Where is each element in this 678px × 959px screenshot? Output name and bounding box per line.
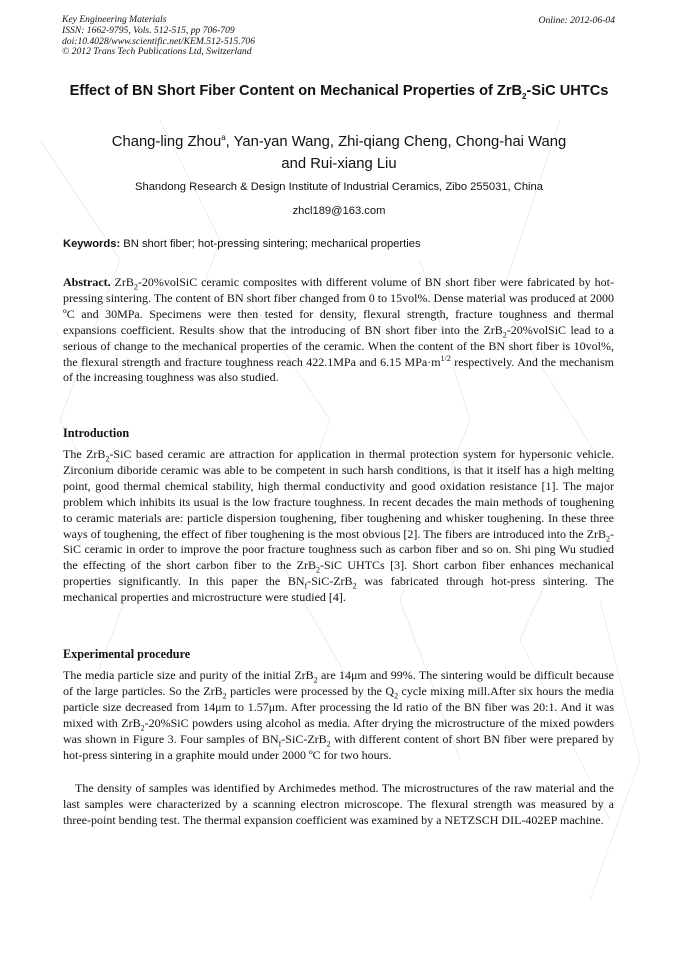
keywords: Keywords: BN short fiber; hot-pressing sintering; mechanical properties	[63, 238, 421, 250]
doi-line: doi:10.4028/www.scientific.net/KEM.512-515.706	[62, 35, 256, 47]
abstract: Abstract. ZrB$_2$-20%volSiC ceramic composites with different volume of BN short fiber were fabricated by hot-pressing sintering. The content of BN short fiber changed from 0 to 15vol%. Dense material was produced at 2000 ºC and 30MPa. Specimens were then tested for density, flexural strength, fracture toughness and thermal expansions coefficient. Results show that the introducing of BN short fiber into the ZrB$_2$-20%volSiC lead to a serious of change to the mechanical properties of the ceramic. When the content of the BN short fiber is 10vol%, the flexural strength and fracture toughness reach 422.1MPa and 6.15 $MPa\cdot m^{1/2}$ respectively. And the mechanism of the increasing toughness was also studied.	[63, 275, 614, 385]
issn-line: ISSN: 1662-9795, Vols. 512-515, pp 706-709	[62, 24, 235, 36]
author-list: Chang-ling Zhou$^a$, Yan-yan Wang, Zhi-qiang Cheng, Chong-hai Wang and Rui-xiang Liu	[111, 133, 567, 172]
copyright-line: © 2012 Trans Tech Publications Ltd, Switzerland	[62, 46, 252, 58]
journal-header	[62, 15, 255, 58]
paper-title: Effect of BN Short Fiber Content on Mechanical Properties of ZrB$_2$-SiC UHTCs	[69, 83, 609, 101]
affiliation: Shandong Research & Design Institute of Industrial Ceramics, Zibo 255031, China	[135, 181, 543, 193]
introduction-paragraph: The ZrB$_2$-SiC based ceramic are attraction for application in thermal protection system for hypersonic vehicle. Zirconium diboride ceramic was able to be competent in such harsh conditions, is that it itself has a high melting point, good thermal chemical stability, high thermal conductivity and good oxidation resistance [1]. The major problem which inhibits its usual is the low fracture toughness. In recent decades the main methods of toughening to ceramic materials are: particle dispersion toughening, fiber toughening and whisker toughening. In these three ways of toughening, the effect of fiber toughening is the most obvious [2]. The fibers are introduced into the ZrB$_2$-SiC ceramic in order to improve the poor fracture toughness such as carbon fiber and so on. Shi ping Wu studied the effecting of the short carbon fiber to the ZrB$_2$-SiC UHTCs [3]. Short carbon fiber enhances mechanical properties significantly. In this paper the $BN_f-SiC-ZrB_2$ was fabricated through hot-press sintering. The mechanical properties and microstructure were studied [4].	[63, 447, 614, 605]
online-date: Online: 2012-06-04	[538, 15, 615, 26]
journal-name: Key Engineering Materials	[62, 14, 167, 25]
experimental-paragraph-2: The density of samples was identified by Archimedes method. The microstructures of the raw material and the last samples were characterized by a scanning electron microscope. The flexural strength was measured by a three-point bending test. The thermal expansion coefficient was examined by a NETZSCH DIL-402EP machine.	[63, 781, 614, 827]
experimental-heading: Experimental procedure	[63, 647, 191, 661]
experimental-paragraph-1: The media particle size and purity of the initial ZrB$_2$ are 14μm and 99%. The sintering would be difficult because of the large particles. So the ZrB$_2$ particles were processed by the $Q_2$ cycle mixing mill.After six hours the media particle size decreased from 14μm to 1.57μm. After processing the ld ratio of the BN fiber was 20:1. And it was mixed with ZrB$_2$-20%SiC powders using alcohol as media. After drying the microstructure of the mixed powders was shown in Figure 3. Four samples of $BN_f-SiC-ZrB_2$ with different content of short BN fiber were prepared by hot-press sintering in a graphite mould under 2000 ºC for two hours.	[63, 668, 615, 762]
author-email: zhcl189@163.com	[292, 205, 386, 217]
introduction-heading: Introduction	[63, 426, 130, 440]
